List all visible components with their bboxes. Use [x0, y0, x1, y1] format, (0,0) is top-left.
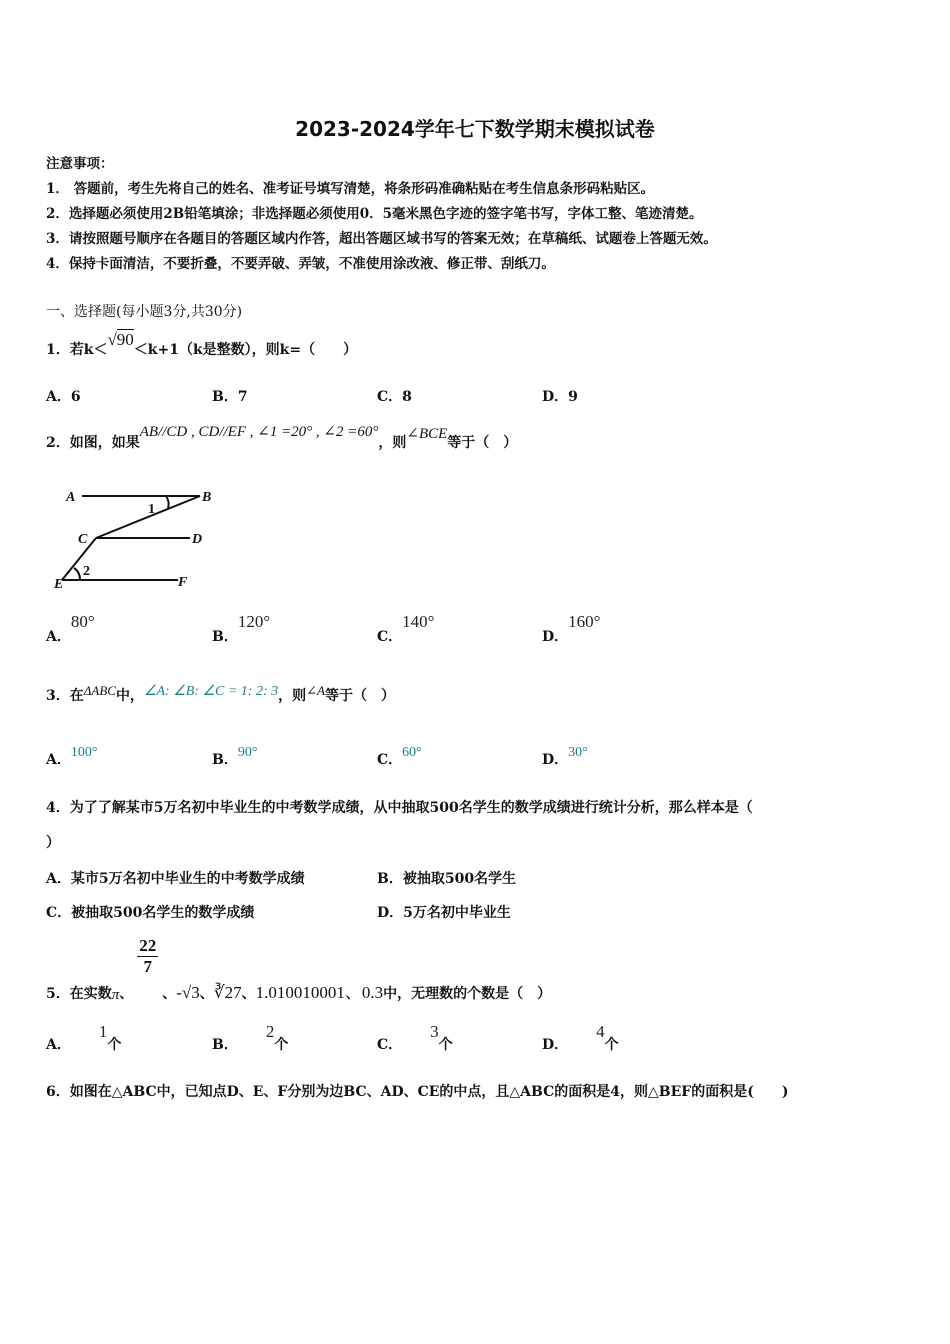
q3-suffix: 等于（ ） [324, 688, 395, 704]
q3-option-d[interactable]: D．30° [542, 745, 588, 768]
notice-item: 3．请按照题号顺序在各题目的答题区域内作答，超出答题区域书写的答案无效；在草稿纸、试题卷上答题无效。 [46, 231, 717, 247]
q1-option-a[interactable]: A．6 [46, 389, 81, 405]
angle-2-arc [74, 568, 80, 580]
q1-option-c[interactable]: C．8 [377, 389, 412, 405]
q2-prefix: 2．如图，如果 [46, 435, 140, 451]
q5-pi: π [111, 987, 120, 1003]
q3-prefix: 3．在 [46, 688, 84, 704]
q1-prefix: 1．若k＜ [46, 342, 108, 358]
q2-option-a[interactable]: A．80° [46, 612, 95, 645]
q1-option-d[interactable]: D．9 [542, 389, 578, 405]
q3-option-c[interactable]: C．60° [377, 745, 422, 768]
q3-angle-a: ∠A [306, 683, 325, 698]
q3-ratio: ∠A: ∠B: ∠C = 1: 2: 3 [143, 684, 279, 699]
question-3 [46, 685, 395, 705]
label-a: A [66, 490, 76, 505]
label-f: F [178, 575, 188, 590]
q2-option-c[interactable]: C．140° [377, 612, 435, 645]
q2-middle: ，则 [378, 435, 407, 451]
q2-suffix: 等于（ ） [447, 435, 518, 451]
question-4-line-1: 4．为了了解某市5万名初中毕业生的中考数学成绩，从中抽取500名学生的数学成绩进行统计分析，那么样本是（ [46, 800, 753, 816]
q5-cbrt: ∛27 [213, 983, 242, 1002]
label-angle-1: 1 [148, 502, 155, 517]
q5-fraction: $\frac{22}{7}$ [139, 936, 157, 976]
q1-suffix: ＜k+1（k是整数），则k=（ ） [133, 342, 358, 358]
q5-suffix: 中，无理数的个数是（ ） [383, 986, 552, 1002]
q5-prefix: 5．在实数 [46, 986, 112, 1002]
label-angle-2: 2 [83, 564, 90, 579]
angle-1-arc [166, 496, 169, 508]
q5-option-b[interactable]: B．2个 [212, 1022, 289, 1053]
q5-option-d[interactable]: D．4个 [542, 1022, 619, 1053]
notice-item: 1． 答题前，考生先将自己的姓名、准考证号填写清楚，将条形码准确粘贴在考生信息条形码粘贴区。 [46, 181, 655, 197]
notice-heading: 注意事项： [46, 156, 114, 172]
notice-item: 2．选择题必须使用2B铅笔填涂；非选择题必须使用0．5毫米黑色字迹的签字笔书写，字体工整、笔迹清楚。 [46, 206, 703, 222]
q5-option-c[interactable]: C．3个 [377, 1022, 453, 1053]
label-c: C [78, 532, 88, 547]
q4-option-c[interactable]: C．被抽取500名学生的数学成绩 [46, 905, 255, 921]
q1-sqrt: √90 [107, 330, 134, 349]
q3-triangle: ΔABC [83, 683, 116, 698]
question-4-line-2: ） [46, 835, 60, 851]
label-b: B [202, 490, 212, 505]
q5-option-a[interactable]: A．1个 [46, 1022, 122, 1053]
question-5: 5．在实数π、 $\frac{22}{7}$ 、-√3、∛27、1.010010001、0.3中，无理数的个数是（ ） [46, 936, 552, 1003]
q2-option-d[interactable]: D．160° [542, 612, 601, 645]
q1-option-b[interactable]: B．7 [212, 389, 248, 405]
page-title: 2023-2024学年七下数学期末模拟试卷 [295, 117, 655, 141]
q5-decimals: 1.010010001、0.3 [255, 983, 384, 1002]
q3-mid2: ，则 [278, 688, 307, 704]
label-e: E [54, 577, 64, 592]
q2-option-b[interactable]: B．120° [212, 612, 271, 645]
q4-option-d[interactable]: D．5万名初中毕业生 [377, 905, 511, 921]
q2-math: AB//CD , CD//EF , ∠1 =20° , ∠2 =60° [139, 424, 379, 440]
q4-option-b[interactable]: B．被抽取500名学生 [377, 871, 517, 887]
q4-option-a[interactable]: A．某市5万名初中毕业生的中考数学成绩 [46, 871, 305, 887]
parallel-lines-figure [50, 484, 230, 594]
q3-mid1: 中， [115, 688, 144, 704]
question-6: 6．如图在△ABC中，已知点D、E、F分别为边BC、AD、CE的中点，且△ABC的面积是4，则△BEF的面积是( ) [46, 1084, 789, 1100]
q3-option-a[interactable]: A．100° [46, 745, 98, 768]
label-d: D [192, 532, 203, 547]
q5-neg-sqrt: -√3 [176, 983, 200, 1002]
notice-item: 4．保持卡面清洁，不要折叠，不要弄破、弄皱，不准使用涂改液、修正带、刮纸刀。 [46, 256, 555, 272]
question-2 [46, 424, 518, 452]
question-1 [46, 330, 358, 359]
q3-option-b[interactable]: B．90° [212, 745, 258, 768]
section-heading: 一、选择题(每小题3分,共30分) [46, 304, 243, 320]
q2-math2: ∠BCE [406, 426, 448, 442]
